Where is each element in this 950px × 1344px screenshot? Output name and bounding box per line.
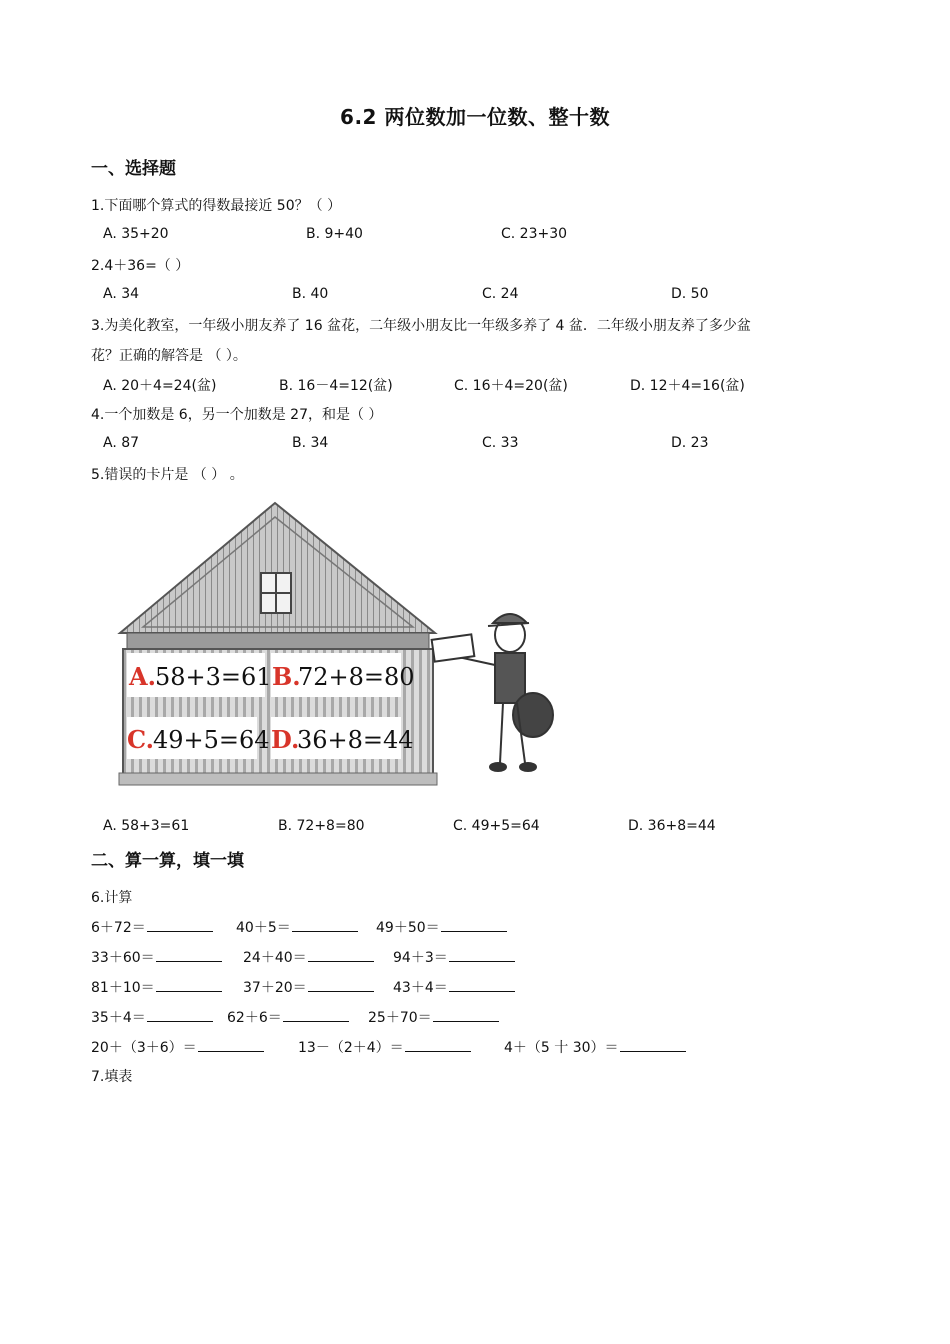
answer-blank[interactable] — [292, 918, 358, 932]
card-d-letter: D. — [271, 725, 300, 754]
option-b[interactable]: B. 40 — [292, 286, 329, 302]
calc-row-2 — [91, 947, 891, 967]
question-7: 7.填表 — [91, 1069, 133, 1085]
option-c[interactable]: C. 49+5=64 — [453, 818, 540, 834]
card-c-expr: 49+5=64 — [153, 726, 270, 754]
calc-expr: 35＋4＝ — [91, 1010, 146, 1026]
card-a-expr: 58+3=61 — [155, 663, 272, 691]
option-a[interactable]: A. 58+3=61 — [103, 818, 190, 834]
calc-expr: 43＋4＝ — [393, 980, 448, 996]
answer-blank[interactable] — [147, 918, 213, 932]
calc-row-1 — [91, 917, 891, 937]
answer-blank[interactable] — [156, 948, 222, 962]
question-6: 6.计算 — [91, 890, 133, 906]
option-c[interactable]: C. 33 — [482, 435, 519, 451]
question-1-options — [103, 226, 903, 246]
card-d-expr: 36+8=44 — [297, 726, 414, 754]
option-b[interactable]: B. 34 — [292, 435, 329, 451]
question-5: 5.错误的卡片是 （ ） 。 — [91, 467, 244, 483]
calc-expr: 81＋10＝ — [91, 980, 155, 996]
option-d[interactable]: D. 23 — [671, 435, 709, 451]
calc-expr: 24＋40＝ — [243, 950, 307, 966]
option-c[interactable]: C. 23+30 — [501, 226, 568, 242]
calc-expr: 62＋6＝ — [227, 1010, 282, 1026]
option-d[interactable]: D. 50 — [671, 286, 709, 302]
calc-expr: 6＋72＝ — [91, 920, 146, 936]
calc-row-3 — [91, 977, 891, 997]
calc-expr: 37＋20＝ — [243, 980, 307, 996]
answer-blank[interactable] — [405, 1038, 471, 1052]
postman-figure — [432, 614, 553, 771]
option-a[interactable]: A. 34 — [103, 286, 140, 302]
answer-blank[interactable] — [283, 1008, 349, 1022]
question-4-options — [103, 435, 903, 455]
option-b[interactable]: B. 16－4=12(盆) — [279, 378, 393, 394]
card-c-letter: C. — [127, 725, 155, 754]
card-a-letter: A. — [129, 662, 156, 691]
calc-expr: 49＋50＝ — [376, 920, 440, 936]
house-illustration-svg — [115, 495, 565, 790]
question-2: 2.4＋36=（ ） — [91, 258, 190, 274]
question-3-line-2: 花？正确的解答是 （ ）。 — [91, 348, 247, 364]
calc-expr: 4＋（5 十 30）＝ — [504, 1040, 619, 1056]
answer-blank[interactable] — [449, 978, 515, 992]
card-b-letter: B. — [272, 662, 301, 691]
option-a[interactable]: A. 87 — [103, 435, 140, 451]
answer-blank[interactable] — [441, 918, 507, 932]
calc-expr: 33＋60＝ — [91, 950, 155, 966]
option-a[interactable]: A. 35+20 — [103, 226, 169, 242]
question-3-options — [103, 375, 903, 395]
section-heading-choice: 一、选择题 — [91, 159, 176, 179]
answer-blank[interactable] — [433, 1008, 499, 1022]
answer-blank[interactable] — [620, 1038, 686, 1052]
card-b-expr: 72+8=80 — [298, 663, 415, 691]
calc-expr: 40＋5＝ — [236, 920, 291, 936]
answer-blank[interactable] — [147, 1008, 213, 1022]
calc-row-5 — [91, 1037, 891, 1057]
option-d[interactable]: D. 36+8=44 — [628, 818, 716, 834]
house-postman-illustration — [115, 495, 565, 790]
calc-expr: 20＋（3＋6）＝ — [91, 1040, 197, 1056]
calc-row-4 — [91, 1007, 891, 1027]
calc-expr: 13－（2＋4）＝ — [298, 1040, 404, 1056]
section-heading-calc: 二、算一算，填一填 — [91, 851, 244, 871]
question-4: 4.一个加数是 6，另一个加数是 27，和是（ ） — [91, 407, 383, 423]
calc-expr: 94＋3＝ — [393, 950, 448, 966]
answer-blank[interactable] — [198, 1038, 264, 1052]
option-c[interactable]: C. 16＋4=20(盆) — [454, 378, 568, 394]
option-a[interactable]: A. 20＋4=24(盆) — [103, 378, 217, 394]
answer-blank[interactable] — [156, 978, 222, 992]
question-5-options — [103, 818, 903, 838]
option-b[interactable]: B. 9+40 — [306, 226, 363, 242]
option-b[interactable]: B. 72+8=80 — [278, 818, 365, 834]
calc-expr: 25＋70＝ — [368, 1010, 432, 1026]
question-2-options — [103, 286, 903, 306]
answer-blank[interactable] — [449, 948, 515, 962]
page-title: 6.2 两位数加一位数、整十数 — [340, 105, 610, 129]
option-d[interactable]: D. 12＋4=16(盆) — [630, 378, 745, 394]
answer-blank[interactable] — [308, 948, 374, 962]
question-1: 1.下面哪个算式的得数最接近 50？（ ） — [91, 198, 342, 214]
answer-blank[interactable] — [308, 978, 374, 992]
question-3-line-1: 3.为美化教室，一年级小朋友养了 16 盆花，二年级小朋友比一年级多养了 4 盆．二年级小朋友养了多少盆 — [91, 318, 751, 334]
option-c[interactable]: C. 24 — [482, 286, 519, 302]
